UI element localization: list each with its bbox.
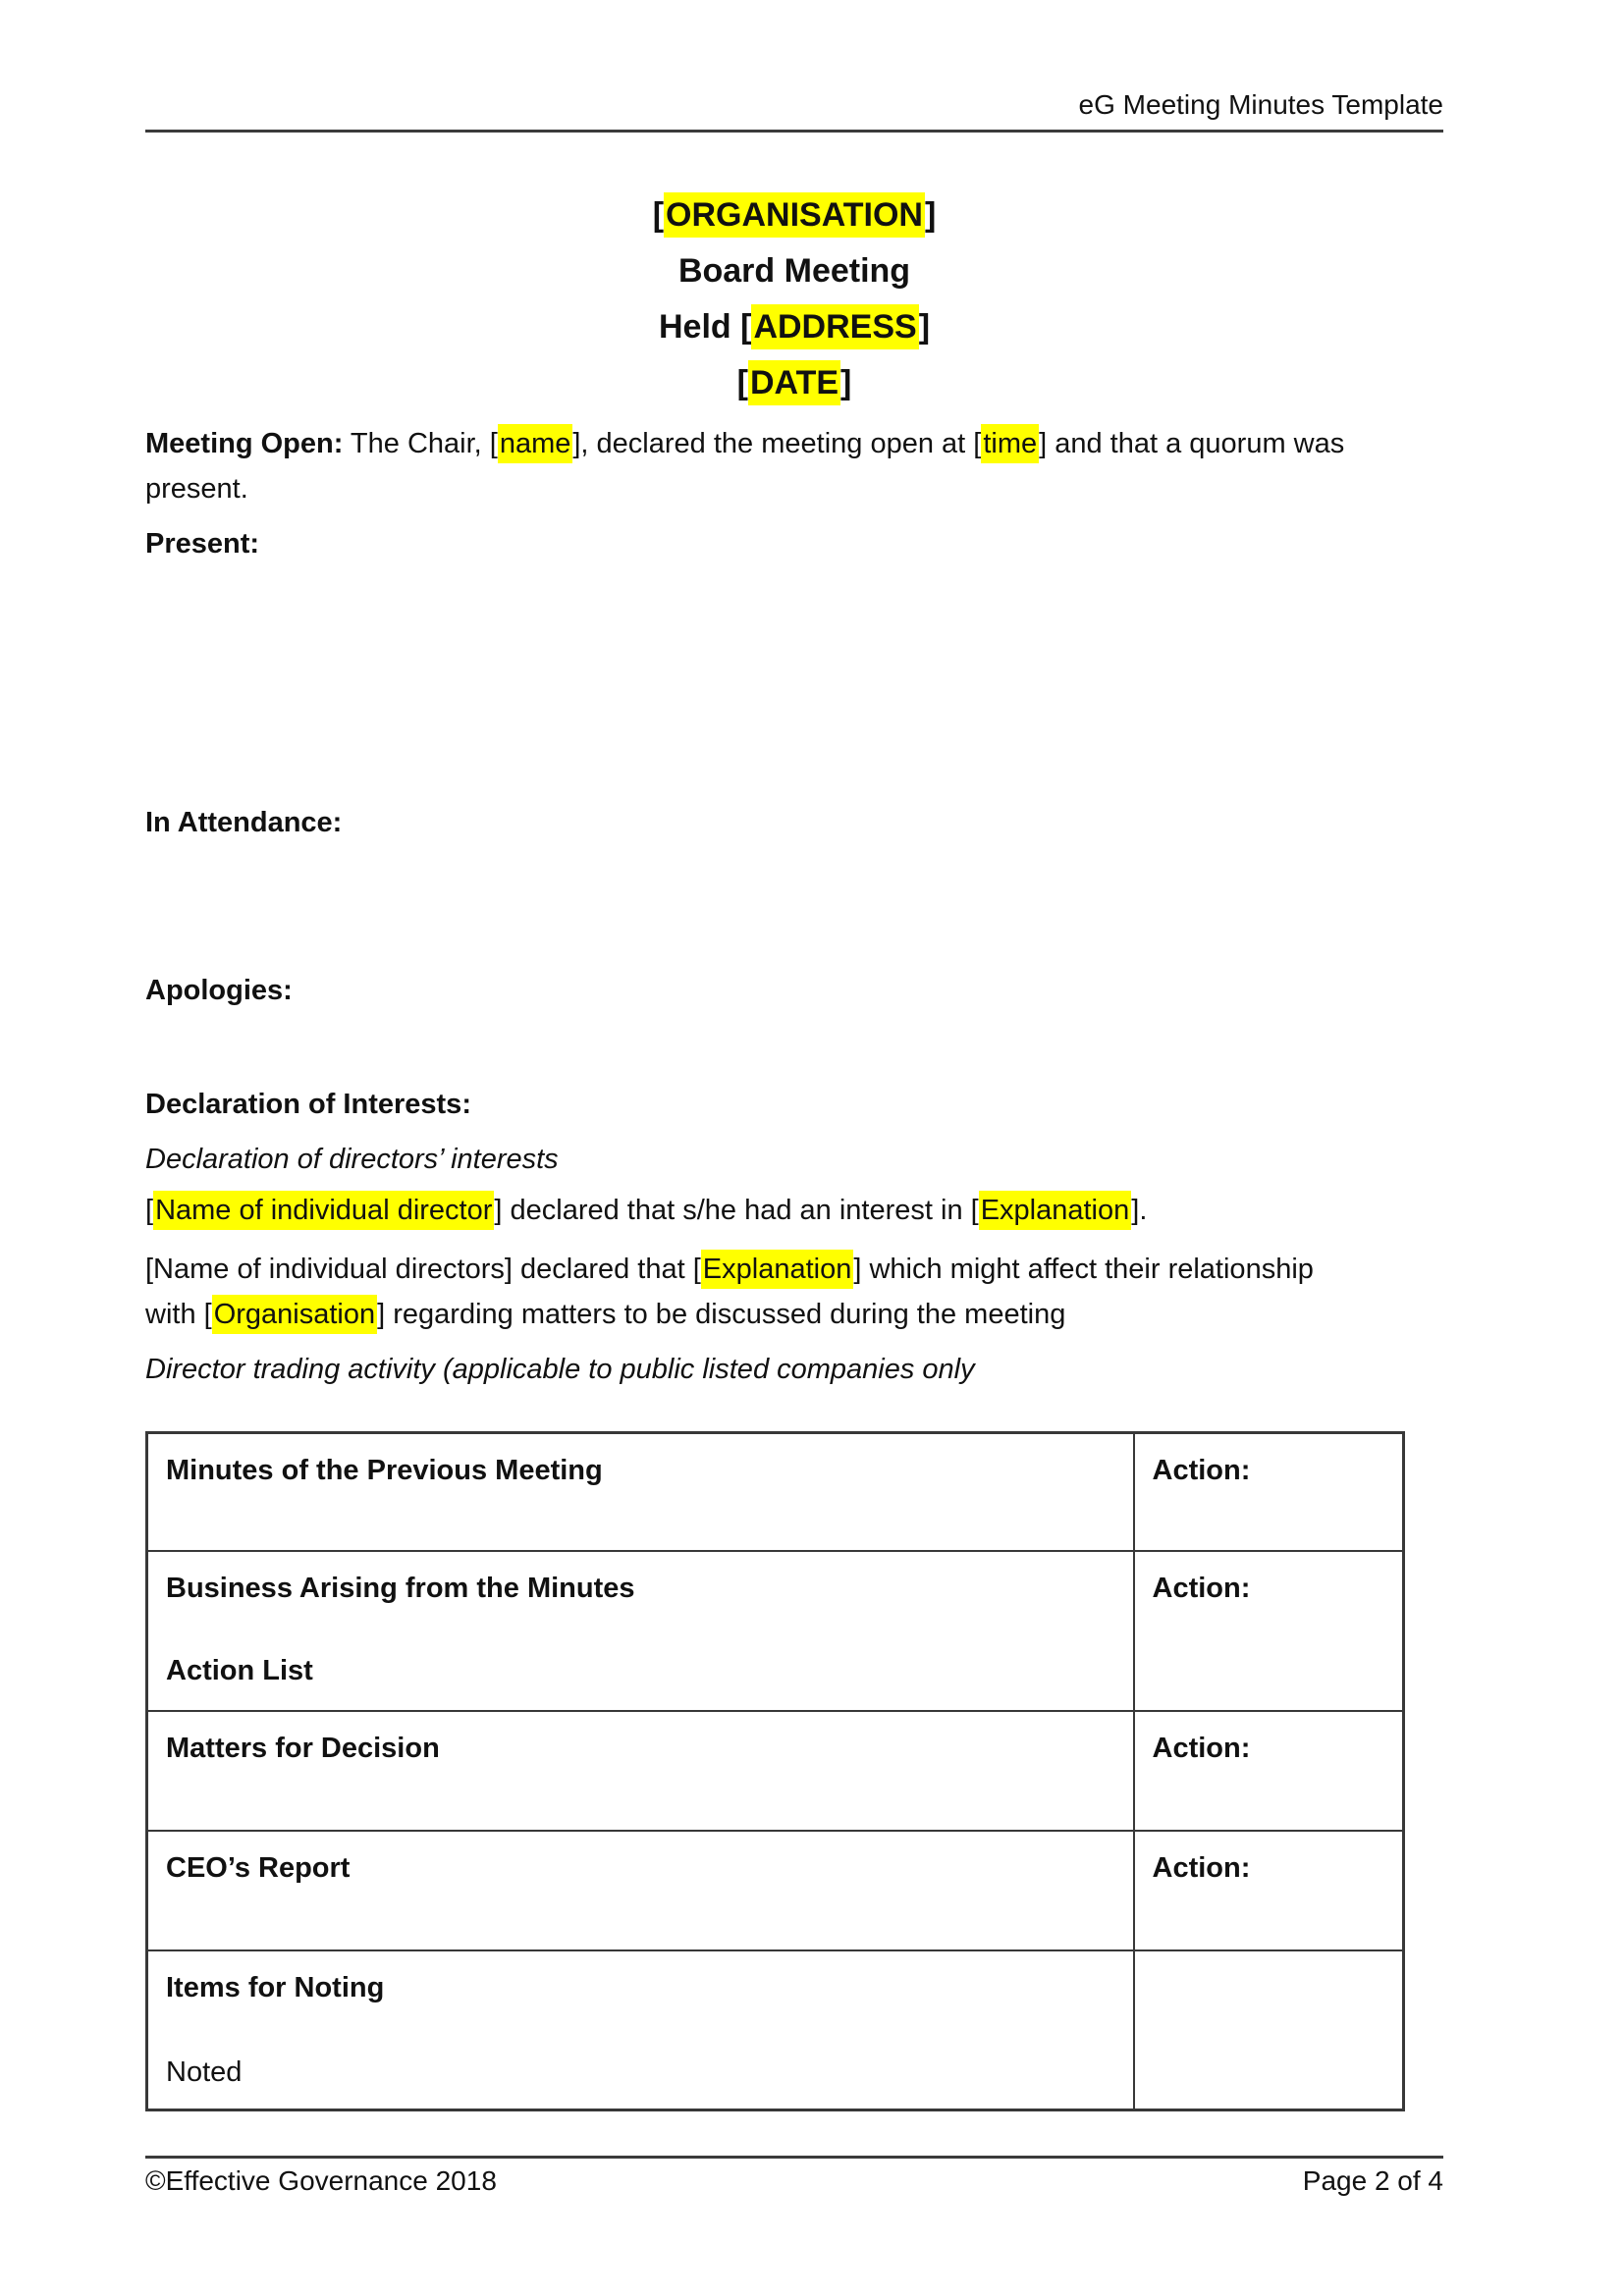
bracket-open: [ [652, 196, 665, 234]
address-placeholder: ADDRESS [751, 304, 918, 349]
table-row [147, 1711, 1404, 1831]
action-label: Action: [1152, 1572, 1251, 1604]
table-row [147, 1551, 1404, 1711]
organisation-placeholder: ORGANISATION [664, 192, 925, 238]
organisation-placeholder: Organisation [212, 1295, 377, 1334]
date-placeholder: DATE [748, 360, 840, 405]
table-row [147, 1831, 1404, 1950]
row-title-business-arising: Business Arising from the Minutes [166, 1572, 635, 1604]
doc-title-organisation [145, 193, 1443, 237]
row-title-items-for-noting: Items for Noting [166, 1971, 385, 2003]
in-attendance-label: In Attendance: [145, 807, 343, 838]
doc-title-date [145, 361, 1443, 404]
director-name-placeholder: Name of individual director [153, 1191, 494, 1230]
table-row [147, 1433, 1404, 1551]
time-placeholder: time [981, 424, 1039, 463]
row-title-matters-for-decision: Matters for Decision [166, 1732, 440, 1764]
bracket-close: ] [918, 308, 931, 346]
doc-title-address [145, 305, 1443, 348]
declaration-subheading: Declaration of directors’ interests [145, 1144, 559, 1175]
declaration-paragraph-2: [Name of individual directors] declared that [Explanation] which might affect their relationship with [Organisation] regarding matters to be discussed during the meeting [145, 1247, 1443, 1337]
bracket-close: ] [924, 196, 937, 234]
director-trading-note: Director trading activity (applicable to public listed companies only [145, 1354, 975, 1385]
footer-page-number: Page 2 of 4 [1302, 2164, 1443, 2196]
meeting-open-paragraph: Meeting Open: The Chair, [name], declared the meeting open at [time] and that a quorum was present. [145, 421, 1443, 511]
held-prefix: Held [ [658, 308, 752, 346]
action-label: Action: [1152, 1851, 1251, 1884]
action-list-label: Action List [166, 1654, 313, 1686]
apologies-label: Apologies: [145, 975, 293, 1006]
declaration-paragraph-1: [Name of individual director] declared that s/he had an interest in [Explanation]. [145, 1188, 1443, 1233]
present-label: Present: [145, 528, 260, 560]
meeting-open-label: Meeting Open: [145, 428, 344, 459]
row-title-minutes-previous-meeting: Minutes of the Previous Meeting [166, 1455, 603, 1486]
explanation-placeholder: Explanation [701, 1250, 854, 1289]
action-label: Action: [1152, 1455, 1251, 1486]
row-title-ceo-report: CEO’s Report [166, 1851, 351, 1884]
bracket-close: ] [840, 364, 852, 401]
footer-rule [145, 2156, 1443, 2159]
page-header-title: eG Meeting Minutes Template [1078, 89, 1443, 120]
table-row [147, 1950, 1404, 2110]
name-placeholder: name [498, 424, 573, 463]
bracket-open: [ [736, 364, 748, 401]
agenda-action-table [145, 1431, 1405, 2111]
header-rule [145, 130, 1443, 133]
footer-copyright: ©Effective Governance 2018 [145, 2164, 497, 2196]
noted-label: Noted [166, 2056, 243, 2088]
action-label: Action: [1152, 1732, 1251, 1764]
doc-title-board-meeting: Board Meeting [677, 252, 911, 290]
declaration-of-interests-heading: Declaration of Interests: [145, 1089, 471, 1120]
explanation-placeholder: Explanation [979, 1191, 1132, 1230]
